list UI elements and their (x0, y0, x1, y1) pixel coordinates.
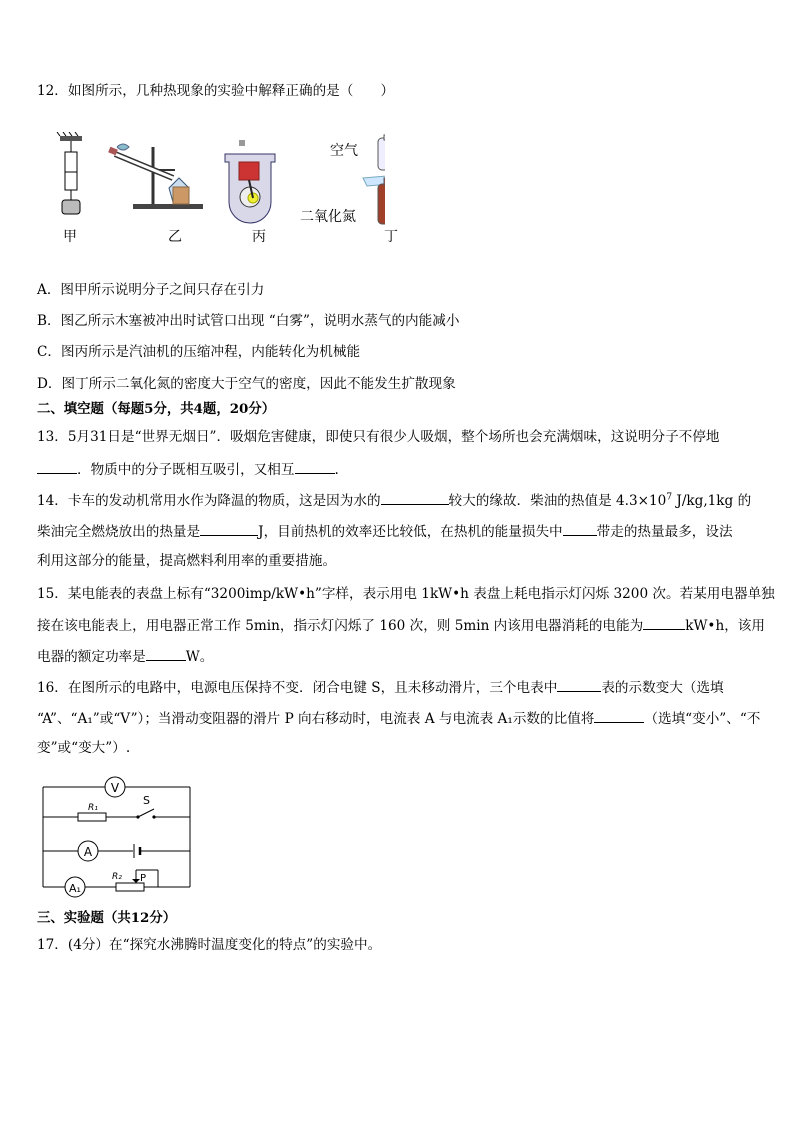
q15-blank-2[interactable] (146, 646, 186, 661)
figure-label-jia: 甲 (63, 229, 77, 245)
q14-line2 (37, 521, 733, 541)
q15-line3-text-b: W。 (185, 649, 214, 665)
q15-line2 (37, 615, 765, 635)
q15-line3-text-a: 电器的额定功率是 (37, 649, 146, 665)
q16-circuit-diagram (40, 773, 200, 898)
resistor-r1-label: R₁ (88, 803, 98, 813)
q13-blank-1[interactable] (37, 459, 77, 474)
q16-line1-text-a: 16．在图所示的电路中，电源电压保持不变．闭合电键 S，且未移动滑片，三个电表中 (37, 680, 558, 696)
q14-line1-text-c: J/kg,1kg 的 (672, 493, 752, 509)
q14-line2-text-a: 柴油完全燃烧放出的热量是 (37, 524, 201, 540)
q16-line2-text-b: （选填“变小”、“不 (644, 711, 761, 727)
q12-option-b: B．图乙所示木塞被冲出时试管口出现 “白雾”，说明水蒸气的内能减小 (37, 313, 460, 329)
figure-label-ding: 丁 (384, 229, 398, 245)
q14-blank-3[interactable] (563, 521, 597, 536)
q13-line2 (37, 459, 339, 479)
q14-blank-2[interactable] (200, 521, 258, 536)
q12-option-a: A．图甲所示说明分子之间只存在引力 (37, 282, 265, 298)
ammeter-a1-label: A₁ (69, 882, 81, 895)
voltmeter-label: V (110, 781, 120, 795)
q15-line2-text-b: kW•h，该用 (685, 618, 765, 634)
figure-label-yi: 乙 (168, 229, 182, 245)
q16-line1-text-b: 表的示数变大（选填 (601, 680, 724, 696)
q16-blank-2[interactable] (594, 708, 644, 723)
q14-blank-1[interactable] (381, 490, 449, 505)
q15-line2-text-a: 接在该电能表上，用电器正常工作 5min，指示灯闪烁了 160 次，则 5min 内该用电器消耗的电能为 (37, 618, 644, 634)
resistor-r2-label: R₂ (112, 872, 122, 882)
switch-contact (152, 815, 155, 818)
figure-jia-lead-blocks-icon (57, 132, 82, 214)
switch-contact (136, 815, 139, 818)
q14-line2-text-b: J，目前热机的效率还比较低，在热机的能量损失中 (258, 524, 563, 540)
q14-line1-text-a: 14．卡车的发动机常用水作为降温的物质，这是因为水的 (37, 493, 381, 509)
q14-line1-text-b: 较大的缘故．柴油的热值是 4.3×10 (448, 493, 667, 509)
slider-arrow-icon (132, 879, 140, 883)
section2-title: 二、填空题（每题5分，共4题，20分） (37, 401, 276, 417)
q14-line3: 利用这部分的能量，提高燃料利用率的重要措施。 (37, 553, 337, 569)
q16-line2-text-a: “A”、“A₁”或“V”）；当滑动变阻器的滑片 P 向右移动时，电流表 A 与电流表 A₁示数的比值将 (37, 711, 595, 727)
q14-exponent: 7 (666, 492, 673, 503)
q13-line2-text-a: ．物质中的分子既相互吸引，又相互 (77, 462, 295, 478)
slider-p-label: P (140, 873, 147, 884)
figure-yi-test-tube-icon (108, 144, 203, 209)
ammeter-label: A (83, 845, 93, 859)
figure-ding-gas-jars-icon (363, 132, 385, 224)
q13-blank-2[interactable] (295, 459, 335, 474)
q15-blank-1[interactable] (643, 615, 685, 630)
q16-line1 (37, 677, 724, 697)
q12-option-d: D．图丁所示二氧化氮的密度大于空气的密度，因此不能发生扩散现象 (37, 376, 456, 392)
figure-air-label: 空气 (330, 143, 358, 159)
q15-line1: 15．某电能表的表盘上标有“3200imp/kW•h”字样，表示用电 1kW•h 表盘上耗电指示灯闪烁 3200 次。若某用电器单独 (37, 586, 775, 602)
q12-option-c: C．图丙所示是汽油机的压缩冲程，内能转化为机械能 (37, 344, 361, 360)
section3-title: 三、实验题（共12分） (37, 910, 177, 926)
switch-label: S (143, 794, 150, 807)
q14-line2-text-c: 带走的热量最多，设法 (596, 524, 733, 540)
figure-no2-label: 二氧化氮 (300, 209, 356, 225)
figure-bing-engine-icon (225, 140, 275, 223)
q16-line3: 变”或“变大”）. (37, 740, 131, 756)
q16-blank-1[interactable] (557, 677, 601, 692)
figure-label-bing: 丙 (252, 229, 266, 245)
q13-line2-text-b: . (334, 462, 339, 478)
q14-line1 (37, 490, 751, 510)
q17-text: 17．(4分）在“探究水沸腾时温度变化的特点”的实验中。 (37, 937, 382, 953)
q13-line1: 13．5月31日是“世界无烟日”．吸烟危害健康，即使只有很少人吸烟，整个场所也会充满烟味，这说明分子不停地 (37, 429, 720, 445)
q15-line3 (37, 646, 213, 666)
q16-line2 (37, 708, 760, 728)
q12-stem: 12．如图所示，几种热现象的实验中解释正确的是（ ） (37, 83, 395, 99)
